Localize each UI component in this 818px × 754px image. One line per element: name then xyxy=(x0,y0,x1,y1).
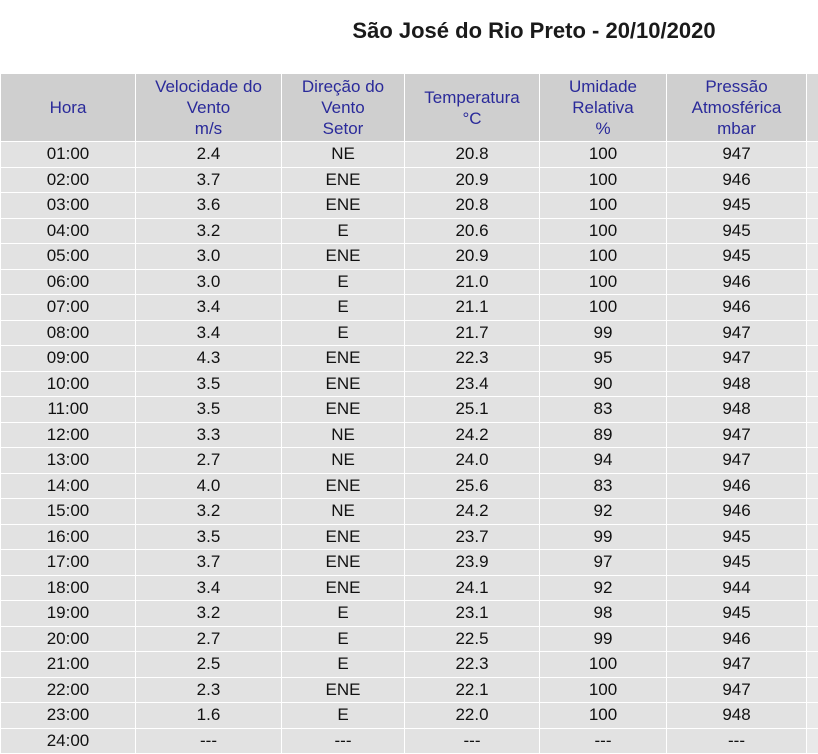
cell-filler xyxy=(807,167,818,193)
cell-direcao: E xyxy=(282,703,405,729)
cell-hora: 03:00 xyxy=(1,193,136,219)
header-line: Temperatura xyxy=(407,87,537,108)
header-line: Relativa xyxy=(542,97,664,118)
cell-direcao: E xyxy=(282,601,405,627)
cell-velocidade: 4.0 xyxy=(136,473,282,499)
cell-filler xyxy=(807,448,818,474)
cell-temperatura: 22.3 xyxy=(405,652,540,678)
cell-pressao: 945 xyxy=(667,550,807,576)
table-row xyxy=(1,524,818,550)
page-title: São José do Rio Preto - 20/10/2020 xyxy=(0,18,818,44)
cell-temperatura: 20.9 xyxy=(405,167,540,193)
cell-temperatura: 20.8 xyxy=(405,142,540,168)
cell-temperatura: 25.1 xyxy=(405,397,540,423)
table-header-row xyxy=(1,74,818,142)
cell-pressao: 945 xyxy=(667,193,807,219)
cell-velocidade: 1.6 xyxy=(136,703,282,729)
cell-velocidade: 3.4 xyxy=(136,575,282,601)
cell-pressao: 945 xyxy=(667,601,807,627)
cell-direcao: ENE xyxy=(282,193,405,219)
header-line: Pressão xyxy=(669,76,804,97)
cell-filler xyxy=(807,626,818,652)
cell-hora: 08:00 xyxy=(1,320,136,346)
cell-direcao: E xyxy=(282,652,405,678)
cell-temperatura: 22.0 xyxy=(405,703,540,729)
cell-direcao: ENE xyxy=(282,371,405,397)
cell-velocidade: 3.2 xyxy=(136,601,282,627)
cell-umidade: 92 xyxy=(540,575,667,601)
cell-velocidade: 3.5 xyxy=(136,524,282,550)
cell-umidade: --- xyxy=(540,728,667,754)
header-direcao xyxy=(282,74,405,142)
header-line: Atmosférica xyxy=(669,97,804,118)
header-pressao xyxy=(667,74,807,142)
cell-pressao: 947 xyxy=(667,320,807,346)
cell-pressao: 947 xyxy=(667,422,807,448)
cell-velocidade: 2.4 xyxy=(136,142,282,168)
cell-filler xyxy=(807,422,818,448)
cell-umidade: 95 xyxy=(540,346,667,372)
cell-temperatura: 24.2 xyxy=(405,499,540,525)
cell-direcao: NE xyxy=(282,142,405,168)
cell-direcao: NE xyxy=(282,422,405,448)
cell-pressao: 945 xyxy=(667,218,807,244)
cell-pressao: 947 xyxy=(667,652,807,678)
cell-umidade: 94 xyxy=(540,448,667,474)
cell-hora: 02:00 xyxy=(1,167,136,193)
header-temperatura xyxy=(405,74,540,142)
cell-hora: 14:00 xyxy=(1,473,136,499)
header-line: °C xyxy=(407,108,537,129)
cell-filler xyxy=(807,550,818,576)
cell-velocidade: 2.7 xyxy=(136,626,282,652)
cell-velocidade: 3.2 xyxy=(136,218,282,244)
cell-velocidade: 3.7 xyxy=(136,167,282,193)
cell-hora: 13:00 xyxy=(1,448,136,474)
cell-pressao: 946 xyxy=(667,295,807,321)
cell-umidade: 99 xyxy=(540,626,667,652)
cell-hora: 20:00 xyxy=(1,626,136,652)
cell-umidade: 90 xyxy=(540,371,667,397)
cell-hora: 12:00 xyxy=(1,422,136,448)
cell-temperatura: 20.9 xyxy=(405,244,540,270)
cell-umidade: 92 xyxy=(540,499,667,525)
cell-hora: 07:00 xyxy=(1,295,136,321)
cell-umidade: 100 xyxy=(540,295,667,321)
cell-filler xyxy=(807,499,818,525)
cell-filler xyxy=(807,218,818,244)
cell-velocidade: 3.4 xyxy=(136,295,282,321)
cell-velocidade: 3.0 xyxy=(136,269,282,295)
table-row xyxy=(1,626,818,652)
cell-filler xyxy=(807,142,818,168)
cell-umidade: 100 xyxy=(540,193,667,219)
cell-pressao: 948 xyxy=(667,397,807,423)
header-filler xyxy=(807,74,818,142)
cell-hora: 19:00 xyxy=(1,601,136,627)
table-row xyxy=(1,397,818,423)
table-row xyxy=(1,193,818,219)
cell-temperatura: 24.0 xyxy=(405,448,540,474)
cell-temperatura: 23.9 xyxy=(405,550,540,576)
cell-filler xyxy=(807,524,818,550)
cell-filler xyxy=(807,601,818,627)
table-row xyxy=(1,448,818,474)
table-row xyxy=(1,652,818,678)
cell-pressao: 948 xyxy=(667,703,807,729)
cell-direcao: ENE xyxy=(282,167,405,193)
cell-direcao: E xyxy=(282,218,405,244)
cell-temperatura: 25.6 xyxy=(405,473,540,499)
cell-temperatura: 23.4 xyxy=(405,371,540,397)
cell-pressao: 946 xyxy=(667,167,807,193)
table-row xyxy=(1,346,818,372)
cell-pressao: 947 xyxy=(667,448,807,474)
cell-temperatura: 23.7 xyxy=(405,524,540,550)
cell-umidade: 83 xyxy=(540,473,667,499)
cell-direcao: ENE xyxy=(282,575,405,601)
cell-temperatura: 23.1 xyxy=(405,601,540,627)
cell-pressao: 944 xyxy=(667,575,807,601)
cell-umidade: 99 xyxy=(540,320,667,346)
cell-pressao: 947 xyxy=(667,677,807,703)
table-row xyxy=(1,167,818,193)
header-line: Direção do xyxy=(284,76,402,97)
table-row xyxy=(1,422,818,448)
cell-pressao: 946 xyxy=(667,269,807,295)
cell-filler xyxy=(807,397,818,423)
cell-umidade: 100 xyxy=(540,703,667,729)
header-line: m/s xyxy=(138,118,279,139)
cell-umidade: 100 xyxy=(540,167,667,193)
table-row xyxy=(1,320,818,346)
cell-velocidade: 3.4 xyxy=(136,320,282,346)
cell-temperatura: 24.1 xyxy=(405,575,540,601)
cell-filler xyxy=(807,244,818,270)
cell-temperatura: --- xyxy=(405,728,540,754)
table-row xyxy=(1,499,818,525)
cell-velocidade: 4.3 xyxy=(136,346,282,372)
cell-pressao: 946 xyxy=(667,473,807,499)
cell-umidade: 100 xyxy=(540,244,667,270)
cell-velocidade: 3.5 xyxy=(136,397,282,423)
cell-velocidade: 2.5 xyxy=(136,652,282,678)
cell-hora: 23:00 xyxy=(1,703,136,729)
cell-temperatura: 21.0 xyxy=(405,269,540,295)
cell-filler xyxy=(807,371,818,397)
cell-filler xyxy=(807,295,818,321)
cell-velocidade: 2.3 xyxy=(136,677,282,703)
cell-hora: 06:00 xyxy=(1,269,136,295)
cell-velocidade: 3.7 xyxy=(136,550,282,576)
cell-filler xyxy=(807,652,818,678)
cell-umidade: 83 xyxy=(540,397,667,423)
cell-direcao: ENE xyxy=(282,677,405,703)
cell-direcao: E xyxy=(282,320,405,346)
cell-velocidade: 3.3 xyxy=(136,422,282,448)
cell-umidade: 89 xyxy=(540,422,667,448)
cell-umidade: 97 xyxy=(540,550,667,576)
table-row xyxy=(1,601,818,627)
weather-table-container xyxy=(0,73,818,754)
cell-temperatura: 24.2 xyxy=(405,422,540,448)
header-line: Hora xyxy=(3,97,133,118)
cell-umidade: 100 xyxy=(540,142,667,168)
header-line: % xyxy=(542,118,664,139)
cell-hora: 24:00 xyxy=(1,728,136,754)
cell-direcao: NE xyxy=(282,499,405,525)
cell-temperatura: 20.8 xyxy=(405,193,540,219)
weather-table xyxy=(0,73,818,754)
header-line: Vento xyxy=(284,97,402,118)
cell-velocidade: 3.0 xyxy=(136,244,282,270)
cell-pressao: 947 xyxy=(667,346,807,372)
cell-direcao: E xyxy=(282,269,405,295)
cell-direcao: E xyxy=(282,295,405,321)
cell-filler xyxy=(807,320,818,346)
table-row xyxy=(1,677,818,703)
cell-temperatura: 20.6 xyxy=(405,218,540,244)
cell-hora: 18:00 xyxy=(1,575,136,601)
cell-hora: 04:00 xyxy=(1,218,136,244)
cell-velocidade: --- xyxy=(136,728,282,754)
cell-velocidade: 3.5 xyxy=(136,371,282,397)
cell-umidade: 100 xyxy=(540,218,667,244)
cell-umidade: 100 xyxy=(540,652,667,678)
header-line: Vento xyxy=(138,97,279,118)
cell-hora: 05:00 xyxy=(1,244,136,270)
cell-direcao: ENE xyxy=(282,397,405,423)
table-row xyxy=(1,218,818,244)
cell-pressao: 946 xyxy=(667,499,807,525)
header-umidade xyxy=(540,74,667,142)
cell-pressao: 946 xyxy=(667,626,807,652)
cell-pressao: 948 xyxy=(667,371,807,397)
table-row xyxy=(1,244,818,270)
cell-direcao: ENE xyxy=(282,244,405,270)
cell-temperatura: 22.3 xyxy=(405,346,540,372)
cell-hora: 09:00 xyxy=(1,346,136,372)
cell-velocidade: 3.2 xyxy=(136,499,282,525)
cell-direcao: ENE xyxy=(282,550,405,576)
table-row xyxy=(1,295,818,321)
cell-pressao: 945 xyxy=(667,244,807,270)
cell-filler xyxy=(807,269,818,295)
cell-hora: 17:00 xyxy=(1,550,136,576)
cell-direcao: E xyxy=(282,626,405,652)
cell-pressao: 945 xyxy=(667,524,807,550)
cell-direcao: ENE xyxy=(282,346,405,372)
table-row xyxy=(1,269,818,295)
header-hora xyxy=(1,74,136,142)
cell-pressao: --- xyxy=(667,728,807,754)
header-line: Velocidade do xyxy=(138,76,279,97)
cell-hora: 15:00 xyxy=(1,499,136,525)
table-row xyxy=(1,371,818,397)
table-row xyxy=(1,142,818,168)
cell-temperatura: 22.1 xyxy=(405,677,540,703)
cell-temperatura: 21.1 xyxy=(405,295,540,321)
cell-filler xyxy=(807,703,818,729)
cell-umidade: 100 xyxy=(540,269,667,295)
table-row xyxy=(1,550,818,576)
cell-direcao: ENE xyxy=(282,473,405,499)
cell-filler xyxy=(807,473,818,499)
cell-filler xyxy=(807,575,818,601)
cell-hora: 21:00 xyxy=(1,652,136,678)
table-row xyxy=(1,473,818,499)
cell-umidade: 98 xyxy=(540,601,667,627)
cell-hora: 01:00 xyxy=(1,142,136,168)
header-line: mbar xyxy=(669,118,804,139)
cell-direcao: --- xyxy=(282,728,405,754)
cell-velocidade: 2.7 xyxy=(136,448,282,474)
cell-umidade: 99 xyxy=(540,524,667,550)
table-row xyxy=(1,703,818,729)
cell-direcao: NE xyxy=(282,448,405,474)
cell-filler xyxy=(807,677,818,703)
cell-hora: 16:00 xyxy=(1,524,136,550)
cell-direcao: ENE xyxy=(282,524,405,550)
cell-temperatura: 22.5 xyxy=(405,626,540,652)
cell-filler xyxy=(807,193,818,219)
cell-hora: 10:00 xyxy=(1,371,136,397)
header-line: Umidade xyxy=(542,76,664,97)
cell-temperatura: 21.7 xyxy=(405,320,540,346)
cell-umidade: 100 xyxy=(540,677,667,703)
cell-hora: 11:00 xyxy=(1,397,136,423)
table-row xyxy=(1,575,818,601)
cell-filler xyxy=(807,346,818,372)
cell-velocidade: 3.6 xyxy=(136,193,282,219)
cell-pressao: 947 xyxy=(667,142,807,168)
header-line: Setor xyxy=(284,118,402,139)
header-velocidade xyxy=(136,74,282,142)
table-body xyxy=(1,142,818,754)
cell-hora: 22:00 xyxy=(1,677,136,703)
